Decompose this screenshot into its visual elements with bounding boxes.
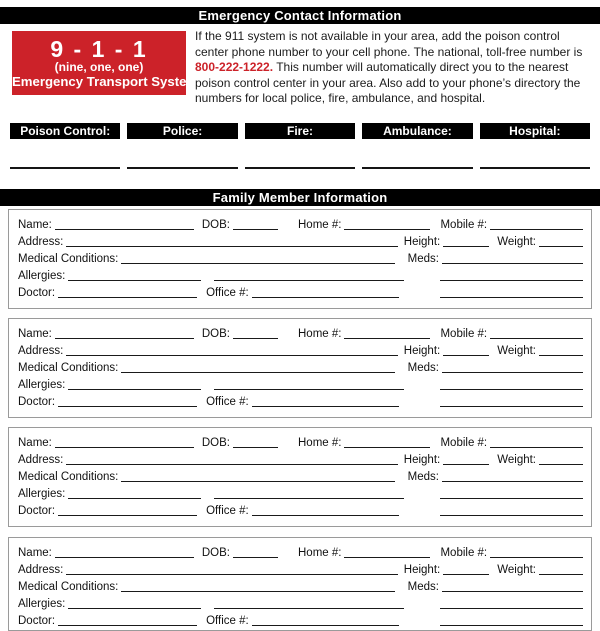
family-member-block bbox=[8, 318, 592, 418]
911-number: 9 - 1 - 1 bbox=[50, 36, 148, 62]
weight-fill-line[interactable] bbox=[539, 355, 583, 356]
contact-label-hospital: Hospital: bbox=[480, 123, 590, 139]
name-row bbox=[18, 216, 583, 233]
meds-label: Meds: bbox=[407, 580, 439, 593]
address-label: Address: bbox=[18, 563, 64, 576]
emergency-contacts-labels-row bbox=[10, 123, 590, 139]
height-fill-line[interactable] bbox=[443, 574, 489, 575]
mobile-phone-fill-line[interactable] bbox=[490, 229, 583, 230]
poison-control-fill-line[interactable] bbox=[10, 167, 120, 169]
home-phone-label: Home #: bbox=[298, 218, 342, 231]
home-phone-label: Home #: bbox=[298, 327, 342, 340]
home-phone-fill-line[interactable] bbox=[344, 229, 430, 230]
meds-fill-line[interactable] bbox=[442, 263, 583, 264]
doctor-label: Doctor: bbox=[18, 395, 56, 408]
meds-continuation-line-2[interactable] bbox=[440, 297, 583, 298]
address-fill-line[interactable] bbox=[66, 464, 397, 465]
meds-continuation-line-2[interactable] bbox=[440, 406, 583, 407]
dob-label: DOB: bbox=[201, 218, 230, 231]
police-fill-line[interactable] bbox=[127, 167, 237, 169]
allergies-fill-line[interactable] bbox=[68, 389, 201, 390]
office-phone-label: Office #: bbox=[206, 286, 249, 299]
name-label: Name: bbox=[18, 546, 52, 559]
height-fill-line[interactable] bbox=[443, 246, 489, 247]
allergies-label: Allergies: bbox=[18, 269, 66, 282]
emergency-contact-section-header: Emergency Contact Information bbox=[0, 7, 600, 24]
medical-conditions-row bbox=[18, 468, 583, 485]
home-phone-fill-line[interactable] bbox=[344, 447, 430, 448]
doctor-row bbox=[18, 502, 583, 519]
emergency-contacts-fill-lines-row bbox=[10, 167, 590, 169]
medical-conditions-fill-line[interactable] bbox=[121, 591, 394, 592]
doctor-row bbox=[18, 393, 583, 410]
mobile-phone-fill-line[interactable] bbox=[490, 557, 583, 558]
doctor-fill-line[interactable] bbox=[58, 406, 197, 407]
height-label: Height: bbox=[403, 344, 441, 357]
meds-continuation-line-1[interactable] bbox=[440, 498, 583, 499]
allergies-fill-line[interactable] bbox=[68, 498, 201, 499]
doctor-label: Doctor: bbox=[18, 286, 56, 299]
height-label: Height: bbox=[403, 453, 441, 466]
weight-fill-line[interactable] bbox=[539, 464, 583, 465]
address-row bbox=[18, 233, 583, 250]
home-phone-fill-line[interactable] bbox=[344, 557, 430, 558]
allergies-label: Allergies: bbox=[18, 378, 66, 391]
address-fill-line[interactable] bbox=[66, 246, 397, 247]
meds-fill-line[interactable] bbox=[442, 591, 583, 592]
911-subtitle: Emergency Transport System bbox=[12, 74, 199, 89]
medical-conditions-label: Medical Conditions: bbox=[18, 470, 119, 483]
instructions-text-after: This number will automatically direct you to the nearest poison control center in your area. Also add to your phone’s directory the numbers for local police, fire, ambulance, and hospital. bbox=[195, 60, 581, 106]
medical-conditions-fill-line[interactable] bbox=[121, 481, 394, 482]
medical-conditions-label: Medical Conditions: bbox=[18, 361, 119, 374]
name-fill-line[interactable] bbox=[55, 229, 194, 230]
dob-label: DOB: bbox=[201, 436, 230, 449]
allergies-row bbox=[18, 485, 583, 502]
allergies-continuation-line[interactable] bbox=[214, 280, 404, 281]
office-phone-label: Office #: bbox=[206, 395, 249, 408]
allergies-row bbox=[18, 267, 583, 284]
allergies-row bbox=[18, 376, 583, 393]
dob-fill-line[interactable] bbox=[233, 338, 278, 339]
address-row bbox=[18, 451, 583, 468]
contact-label-fire: Fire: bbox=[245, 123, 355, 139]
address-row bbox=[18, 561, 583, 578]
medical-conditions-fill-line[interactable] bbox=[121, 372, 394, 373]
weight-fill-line[interactable] bbox=[539, 246, 583, 247]
family-member-blocks bbox=[0, 209, 600, 631]
poison-control-phone-number: 800-222-1222. bbox=[195, 60, 274, 75]
doctor-row bbox=[18, 284, 583, 301]
hospital-fill-line[interactable] bbox=[480, 167, 590, 169]
office-phone-fill-line[interactable] bbox=[252, 406, 399, 407]
name-row bbox=[18, 434, 583, 451]
address-label: Address: bbox=[18, 344, 64, 357]
mobile-phone-label: Mobile #: bbox=[440, 327, 488, 340]
meds-fill-line[interactable] bbox=[442, 481, 583, 482]
height-fill-line[interactable] bbox=[443, 464, 489, 465]
home-phone-fill-line[interactable] bbox=[344, 338, 430, 339]
contact-label-police: Police: bbox=[127, 123, 237, 139]
name-row bbox=[18, 325, 583, 342]
dob-label: DOB: bbox=[201, 546, 230, 559]
home-phone-label: Home #: bbox=[298, 546, 342, 559]
911-words: (nine, one, one) bbox=[54, 60, 144, 74]
medical-conditions-fill-line[interactable] bbox=[121, 263, 394, 264]
meds-continuation-line-1[interactable] bbox=[440, 280, 583, 281]
medical-conditions-label: Medical Conditions: bbox=[18, 252, 119, 265]
meds-continuation-line-1[interactable] bbox=[440, 389, 583, 390]
fire-fill-line[interactable] bbox=[245, 167, 355, 169]
medical-conditions-row bbox=[18, 578, 583, 595]
meds-continuation-line-2[interactable] bbox=[440, 515, 583, 516]
allergies-label: Allergies: bbox=[18, 597, 66, 610]
intro-section bbox=[12, 31, 588, 107]
family-member-block bbox=[8, 537, 592, 631]
weight-label: Weight: bbox=[497, 563, 536, 576]
doctor-fill-line[interactable] bbox=[58, 625, 197, 626]
home-phone-label: Home #: bbox=[298, 436, 342, 449]
doctor-fill-line[interactable] bbox=[58, 515, 197, 516]
address-label: Address: bbox=[18, 235, 64, 248]
office-phone-fill-line[interactable] bbox=[252, 625, 399, 626]
mobile-phone-label: Mobile #: bbox=[440, 218, 488, 231]
dob-fill-line[interactable] bbox=[233, 557, 278, 558]
name-fill-line[interactable] bbox=[55, 447, 194, 448]
name-label: Name: bbox=[18, 436, 52, 449]
meds-continuation-line-2[interactable] bbox=[440, 625, 583, 626]
office-phone-fill-line[interactable] bbox=[252, 297, 399, 298]
meds-fill-line[interactable] bbox=[442, 372, 583, 373]
allergies-continuation-line[interactable] bbox=[214, 608, 404, 609]
office-phone-label: Office #: bbox=[206, 614, 249, 627]
address-row bbox=[18, 342, 583, 359]
height-label: Height: bbox=[403, 563, 441, 576]
name-row bbox=[18, 544, 583, 561]
allergies-row bbox=[18, 595, 583, 612]
weight-label: Weight: bbox=[497, 344, 536, 357]
dob-label: DOB: bbox=[201, 327, 230, 340]
family-member-block bbox=[8, 427, 592, 527]
medical-conditions-row bbox=[18, 250, 583, 267]
weight-label: Weight: bbox=[497, 235, 536, 248]
weight-fill-line[interactable] bbox=[539, 574, 583, 575]
mobile-phone-label: Mobile #: bbox=[440, 436, 488, 449]
911-emergency-box bbox=[12, 31, 199, 95]
medical-conditions-row bbox=[18, 359, 583, 376]
address-label: Address: bbox=[18, 453, 64, 466]
meds-label: Meds: bbox=[407, 361, 439, 374]
dob-fill-line[interactable] bbox=[233, 229, 278, 230]
address-fill-line[interactable] bbox=[66, 355, 397, 356]
mobile-phone-label: Mobile #: bbox=[440, 546, 488, 559]
name-label: Name: bbox=[18, 327, 52, 340]
meds-continuation-line-1[interactable] bbox=[440, 608, 583, 609]
allergies-continuation-line[interactable] bbox=[214, 389, 404, 390]
instructions-text-before: If the 911 system is not available in your area, add the poison control center phone number to your cell phone. The national, toll-free number is bbox=[195, 29, 583, 59]
office-phone-label: Office #: bbox=[206, 504, 249, 517]
allergies-continuation-line[interactable] bbox=[214, 498, 404, 499]
meds-label: Meds: bbox=[407, 252, 439, 265]
medical-conditions-label: Medical Conditions: bbox=[18, 580, 119, 593]
contact-label-poison-control: Poison Control: bbox=[10, 123, 120, 139]
dob-fill-line[interactable] bbox=[233, 447, 278, 448]
ambulance-fill-line[interactable] bbox=[362, 167, 472, 169]
doctor-row bbox=[18, 612, 583, 629]
allergies-fill-line[interactable] bbox=[68, 608, 201, 609]
doctor-label: Doctor: bbox=[18, 614, 56, 627]
mobile-phone-fill-line[interactable] bbox=[490, 338, 583, 339]
family-member-block bbox=[8, 209, 592, 309]
name-fill-line[interactable] bbox=[55, 338, 194, 339]
doctor-label: Doctor: bbox=[18, 504, 56, 517]
name-fill-line[interactable] bbox=[55, 557, 194, 558]
meds-label: Meds: bbox=[407, 470, 439, 483]
height-fill-line[interactable] bbox=[443, 355, 489, 356]
office-phone-fill-line[interactable] bbox=[252, 515, 399, 516]
instructions-paragraph bbox=[195, 29, 588, 107]
height-label: Height: bbox=[403, 235, 441, 248]
address-fill-line[interactable] bbox=[66, 574, 397, 575]
name-label: Name: bbox=[18, 218, 52, 231]
contact-label-ambulance: Ambulance: bbox=[362, 123, 472, 139]
family-member-section-header: Family Member Information bbox=[0, 189, 600, 206]
mobile-phone-fill-line[interactable] bbox=[490, 447, 583, 448]
allergies-fill-line[interactable] bbox=[68, 280, 201, 281]
weight-label: Weight: bbox=[497, 453, 536, 466]
allergies-label: Allergies: bbox=[18, 487, 66, 500]
doctor-fill-line[interactable] bbox=[58, 297, 197, 298]
